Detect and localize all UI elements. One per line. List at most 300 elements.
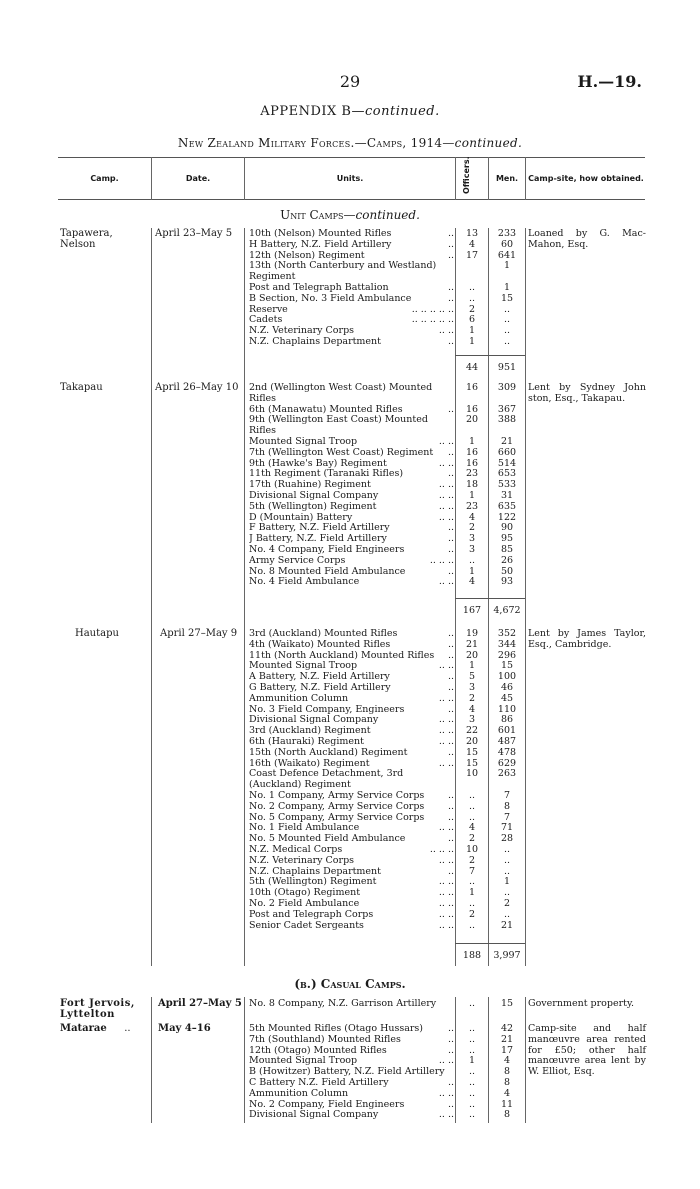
officers-tapawera: [456, 229, 488, 348]
unit-name: No. 2 Company, Army Service Corps: [249, 801, 425, 812]
unit-name: No. 1 Field Ambulance: [249, 823, 360, 834]
camp-name-text: Matarae: [60, 1023, 107, 1034]
men-value: 8: [503, 1076, 511, 1088]
unit-name: H Battery, N.Z. Field Artillery: [249, 239, 392, 250]
unit-row: [249, 813, 454, 824]
officers-value: 1: [468, 325, 476, 337]
officers-value: 3: [468, 533, 476, 545]
leader-dots: ..: [447, 293, 454, 304]
unit-name: 6th (Manawatu) Mounted Rifles: [249, 404, 403, 415]
unit-camps-main: Unit Camps: [280, 208, 344, 222]
unit-name: Divisional Signal Company: [249, 715, 379, 726]
unit-row: [249, 1100, 454, 1111]
unit-row: [249, 556, 454, 567]
leader-dots: ..: [447, 566, 454, 577]
unit-row: [249, 640, 454, 651]
unit-row: [249, 737, 454, 748]
officers-value: 20: [465, 735, 479, 747]
men-value: 660: [497, 446, 517, 458]
unit-name: 3rd (Auckland) Regiment: [249, 726, 371, 737]
officers-value: ..: [468, 281, 476, 293]
takapau-total-rule: [455, 598, 525, 599]
unit-row: [249, 1110, 454, 1121]
unit-name: F Battery, N.Z. Field Artillery: [249, 523, 390, 534]
officers-value: ..: [468, 554, 476, 566]
unit-name: 5th Mounted Rifles (Otago Hussars): [249, 1024, 424, 1034]
leader-dots: ..: [447, 523, 454, 534]
units-matarae: [249, 1024, 454, 1121]
officers-value: 1: [468, 660, 476, 672]
unit-row: [249, 523, 454, 534]
unit-name: 4th (Waikato) Mounted Rifles: [249, 639, 391, 650]
table-title: [0, 136, 700, 150]
units-takapau: [249, 383, 454, 588]
men-value: 85: [500, 543, 514, 555]
officers-value: 15: [465, 757, 479, 769]
leader-dots: ..: [447, 1045, 454, 1056]
header-top-rule: [58, 157, 645, 158]
unit-row: [249, 651, 454, 662]
tapawera-total-rule: [455, 355, 525, 356]
col-rule-men: [488, 157, 489, 200]
unit-row: [249, 1035, 454, 1046]
officers-value: 4: [468, 238, 476, 250]
men-value: 26: [500, 554, 514, 566]
officers-value: 15: [465, 746, 479, 758]
unit-row: [249, 1078, 454, 1089]
men-value: 28: [500, 833, 514, 845]
camp-date-fort-jervois: April 27–May 5: [158, 998, 242, 1009]
officers-value: 3: [468, 543, 476, 555]
unit-row: [249, 1089, 454, 1100]
unit-row: [249, 877, 454, 888]
unit-row: [249, 437, 454, 448]
unit-name: Cadets: [249, 315, 283, 326]
officers-value: ..: [468, 1087, 476, 1099]
column-header-site: Camp-site, how obtained.: [528, 174, 644, 183]
column-header-camp: Camp.: [90, 174, 119, 183]
men-value: 50: [500, 565, 514, 577]
leader-dots: .. ..: [438, 490, 454, 501]
officers-value: 2: [468, 833, 476, 845]
men-value: 60: [500, 238, 514, 250]
men-matarae: [489, 1024, 525, 1121]
unit-row: [249, 545, 454, 556]
leader-dots: .. ..: [438, 758, 454, 769]
leader-dots: .. ..: [438, 1056, 454, 1067]
unit-name: Senior Cadet Sergeants: [249, 920, 364, 931]
officers-value: 17: [465, 249, 479, 261]
total-men-takapau: 4,672: [493, 605, 521, 616]
total-officers-tapawera: 44: [465, 362, 479, 373]
unit-row: [249, 791, 454, 802]
camp-date-matarae: May 4–16: [158, 1023, 211, 1034]
officers-value: ..: [468, 919, 476, 931]
unit-row: [249, 629, 454, 640]
leader-dots: ..: [447, 239, 454, 250]
body-rule-date: [151, 228, 152, 966]
casual-rule-site: [525, 997, 526, 1123]
officers-value: 23: [465, 500, 479, 512]
unit-name: G Battery, N.Z. Field Artillery: [249, 682, 391, 693]
unit-name: 10th (Otago) Regiment: [249, 888, 361, 899]
men-value: 7: [503, 811, 511, 823]
unit-row: [249, 240, 454, 251]
unit-name: Divisional Signal Company: [249, 490, 379, 501]
leader-dots: .. ..: [438, 898, 454, 909]
unit-row: [249, 845, 454, 856]
leader-dots: .. ..: [438, 920, 454, 931]
unit-name: C Battery N.Z. Field Artillery: [249, 1077, 389, 1088]
unit-row: [249, 1024, 454, 1035]
unit-camps-continued: —continued.: [343, 208, 420, 222]
men-value: 1: [503, 281, 511, 293]
unit-name: No. 4 Company, Field Engineers: [249, 544, 405, 555]
unit-row: [249, 337, 454, 348]
men-value: 42: [500, 1023, 514, 1034]
officers-value: 10: [465, 843, 479, 855]
appendix-heading: [0, 104, 700, 119]
officers-value: ..: [468, 292, 476, 304]
unit-name: Mounted Signal Troop: [249, 661, 358, 672]
men-value: ..: [503, 325, 511, 337]
leader-dots: ..: [447, 1099, 454, 1110]
camp-name-takapau: Takapau: [60, 382, 103, 393]
leader-dots: .. ..: [438, 736, 454, 747]
unit-name: Reserve: [249, 304, 288, 315]
leader-dots: ..: [447, 834, 454, 845]
unit-name: 16th (Waikato) Regiment: [249, 758, 370, 769]
unit-row: [249, 834, 454, 845]
men-value: 2: [503, 897, 511, 909]
unit-row: [249, 1056, 454, 1067]
unit-row: [249, 759, 454, 770]
unit-camps-heading: [245, 208, 455, 222]
officers-value: ..: [468, 1066, 476, 1078]
men-value: 45: [500, 692, 514, 704]
men-value: ..: [503, 303, 511, 315]
officers-value: ..: [468, 998, 476, 1009]
unit-name: 5th (Wellington) Regiment: [249, 501, 377, 512]
men-value: ..: [503, 843, 511, 855]
officers-value: 4: [468, 822, 476, 834]
officers-value: 2: [468, 522, 476, 534]
leader-dots: ..: [447, 250, 454, 261]
camp-date-takapau: April 26–May 10: [155, 382, 239, 393]
page-number: 29: [339, 72, 361, 91]
men-value: ..: [503, 314, 511, 326]
unit-name: A Battery, N.Z. Field Artillery: [249, 672, 390, 683]
men-value: 1: [503, 260, 511, 272]
unit-name: 5th (Wellington) Regiment: [249, 877, 377, 888]
unit-name: Post and Telegraph Battalion: [249, 282, 389, 293]
men-hautapu: [489, 629, 525, 931]
unit-row: [249, 694, 454, 705]
leader-dots: ..: [447, 790, 454, 801]
men-value: 21: [500, 435, 514, 447]
officers-value: 4: [468, 576, 476, 588]
officers-value: 1: [468, 435, 476, 447]
table-title-continued: —continued.: [442, 136, 523, 150]
unit-row: [249, 534, 454, 545]
officers-value: 16: [465, 457, 479, 469]
unit-name: 15th (North Auckland) Regiment: [249, 747, 408, 758]
unit-name: 12th (Otago) Mounted Rifles: [249, 1045, 387, 1056]
officers-takapau: [456, 383, 488, 588]
unit-name: Ammunition Column: [249, 693, 349, 704]
officers-value: 7: [468, 865, 476, 877]
total-men-tapawera: 951: [497, 362, 517, 373]
leader-dots: ..: [124, 1023, 131, 1034]
officers-matarae: [456, 1024, 488, 1121]
unit-name: Divisional Signal Company: [249, 1110, 379, 1121]
leader-dots: ..: [447, 1077, 454, 1088]
leader-dots: .. ..: [438, 823, 454, 834]
leader-dots: ..: [447, 629, 454, 639]
officers-value: 1: [468, 1055, 476, 1067]
officers-value: ..: [468, 811, 476, 823]
unit-name: No. 2 Field Ambulance: [249, 898, 360, 909]
units-fort-jervois: [249, 999, 454, 1010]
men-value: 8: [503, 1109, 511, 1121]
leader-dots: .. ..: [438, 661, 454, 672]
unit-row: [249, 567, 454, 578]
officers-value: 23: [465, 468, 479, 480]
men-value: ..: [503, 887, 511, 899]
officers-value: [456, 261, 488, 272]
men-value: ..: [503, 865, 511, 877]
unit-name: 9th (Hawke's Bay) Regiment: [249, 458, 387, 469]
men-value: 388: [497, 414, 517, 426]
officers-value: ..: [468, 1033, 476, 1045]
unit-name: N.Z. Veterinary Corps: [249, 855, 355, 866]
officers-value: ..: [468, 876, 476, 888]
officers-value: 5: [468, 671, 476, 683]
leader-dots: ..: [447, 1034, 454, 1045]
men-value: 233: [497, 228, 517, 239]
column-header-date: Date.: [185, 174, 211, 183]
unit-name: 17th (Ruahine) Regiment: [249, 480, 371, 491]
hautapu-total-rule: [455, 943, 525, 944]
unit-name: 11th (North Auckland) Mounted Rifles: [249, 650, 435, 661]
unit-row: [249, 513, 454, 524]
leader-dots: .. ..: [438, 512, 454, 523]
leader-dots: ..: [447, 704, 454, 715]
unit-row: [249, 469, 454, 480]
unit-row: [249, 251, 454, 262]
officers-value: 2: [468, 908, 476, 920]
unit-row: [249, 910, 454, 921]
men-value: 309: [497, 382, 517, 393]
unit-name: Mounted Signal Troop: [249, 436, 358, 447]
unit-name: J Battery, N.Z. Field Artillery: [249, 534, 387, 545]
officers-value: ..: [468, 897, 476, 909]
men-value: 110: [497, 703, 517, 715]
unit-name: 2nd (Wellington West Coast) Mounted Rifles: [249, 383, 433, 404]
men-value: 8: [503, 1066, 511, 1078]
leader-dots: ..: [447, 1024, 454, 1034]
camp-name-matarae: [60, 1024, 150, 1035]
unit-row: [249, 315, 454, 326]
leader-dots: ..: [447, 534, 454, 545]
unit-name: D (Mountain) Battery: [249, 512, 353, 523]
unit-row: [249, 683, 454, 694]
officers-value: 2: [468, 303, 476, 315]
leader-dots: .. .. ..: [429, 555, 454, 566]
spacer: [489, 394, 525, 405]
unit-row: [249, 672, 454, 683]
unit-row: [249, 802, 454, 813]
unit-name: 11th Regiment (Taranaki Rifles): [249, 469, 404, 480]
men-value: 487: [497, 735, 517, 747]
leader-dots: .. ..: [438, 888, 454, 899]
men-value: 100: [497, 671, 517, 683]
total-men-hautapu: 3,997: [493, 950, 521, 961]
column-header-officers: Officers.: [462, 156, 471, 194]
unit-name: N.Z. Medical Corps: [249, 844, 343, 855]
appendix-main: APPENDIX B: [260, 104, 352, 119]
unit-name: N.Z. Veterinary Corps: [249, 326, 355, 337]
column-header-men: Men.: [495, 174, 519, 183]
officers-fort-jervois: [456, 999, 488, 1010]
men-value: 7: [503, 789, 511, 801]
leader-dots: ..: [447, 747, 454, 758]
unit-row: [249, 748, 454, 759]
men-value: ..: [503, 854, 511, 866]
camp-date-hautapu: April 27–May 9: [160, 628, 238, 639]
officers-value: 16: [465, 382, 479, 393]
unit-row: [249, 502, 454, 513]
leader-dots: .. ..: [438, 458, 454, 469]
officers-value: ..: [468, 1076, 476, 1088]
unit-name: No. 4 Field Ambulance: [249, 577, 360, 588]
officers-value: ..: [468, 800, 476, 812]
unit-row: [249, 283, 454, 294]
officers-value: 22: [465, 725, 479, 737]
men-value: 296: [497, 649, 517, 661]
men-value: 90: [500, 522, 514, 534]
units-hautapu: [249, 629, 454, 931]
unit-name: 7th (Wellington West Coast) Regiment: [249, 447, 434, 458]
men-value: 93: [500, 576, 514, 588]
leader-dots: ..: [447, 336, 454, 347]
men-value: 4: [503, 1087, 511, 1099]
officers-hautapu: [456, 629, 488, 931]
men-value: 352: [497, 628, 517, 639]
men-value: 8: [503, 800, 511, 812]
unit-row: [249, 480, 454, 491]
column-header-units: Units.: [336, 174, 364, 183]
camp-site-takapau: Lent by Sydney John ston, Esq., Takapau.: [528, 382, 646, 404]
unit-name: Mounted Signal Troop: [249, 1056, 358, 1067]
leader-dots: .. ..: [438, 1110, 454, 1121]
leader-dots: .. .. .. .. ..: [411, 304, 454, 315]
camp-site-matarae: Camp-site and half manœuvre area rented for £50; other half manœuvre area lent by W. Elliot, Esq.: [528, 1023, 646, 1078]
men-value: 21: [500, 919, 514, 931]
header-bottom-rule: [58, 199, 645, 200]
camp-name-fort-jervois: Fort Jervois, Lyttelton: [60, 998, 135, 1020]
officers-value: 18: [465, 479, 479, 491]
unit-name: 9th (Wellington East Coast) Mounted Rifles: [249, 415, 428, 437]
unit-name: Post and Telegraph Corps: [249, 909, 374, 920]
leader-dots: .. ..: [438, 326, 454, 337]
officers-value: 6: [468, 314, 476, 326]
unit-name: No. 1 Company, Army Service Corps: [249, 790, 425, 801]
unit-row: [249, 305, 454, 316]
camp-date-tapawera: April 23–May 5: [155, 228, 233, 239]
unit-row: [249, 294, 454, 305]
officers-value: ..: [468, 1109, 476, 1121]
leader-dots: .. .. .. .. ..: [411, 315, 454, 326]
leader-dots: .. ..: [438, 436, 454, 447]
unit-name: No. 5 Company, Army Service Corps: [249, 812, 425, 823]
leader-dots: ..: [447, 229, 454, 239]
men-value: 635: [497, 500, 517, 512]
officers-value: 20: [465, 649, 479, 661]
unit-name: Ammunition Column: [249, 1088, 349, 1099]
officers-value: 3: [468, 681, 476, 693]
unit-row: [249, 229, 454, 240]
leader-dots: .. ..: [438, 480, 454, 491]
men-takapau: [489, 383, 525, 588]
men-value: 653: [497, 468, 517, 480]
document-reference: H.—19.: [577, 72, 642, 91]
men-value: 46: [500, 681, 514, 693]
men-value: 11: [500, 1098, 514, 1110]
total-officers-hautapu: 188: [462, 950, 482, 961]
unit-name: 6th (Hauraki) Regiment: [249, 736, 364, 747]
officers-value: 1: [468, 887, 476, 899]
col-rule-units: [244, 157, 245, 200]
unit-row: [249, 705, 454, 716]
unit-row: [249, 856, 454, 867]
men-value: 31: [500, 489, 514, 501]
leader-dots: .. .. ..: [429, 844, 454, 855]
men-value: 17: [500, 1044, 514, 1056]
col-rule-officers: [455, 157, 456, 200]
unit-name: B (Howitzer) Battery, N.Z. Field Artillery: [249, 1067, 445, 1078]
unit-name: 13th (North Canterbury and Westland) Regiment: [249, 261, 437, 283]
officers-value: ..: [468, 789, 476, 801]
leader-dots: .. ..: [438, 577, 454, 588]
leader-dots: .. ..: [438, 501, 454, 512]
unit-row: [249, 823, 454, 834]
men-value: 263: [497, 768, 517, 780]
casual-camps-heading: (b.) Casual Camps.: [294, 977, 406, 991]
col-rule-site: [525, 157, 526, 200]
unit-row: [249, 867, 454, 878]
leader-dots: ..: [447, 639, 454, 650]
casual-rule-date: [151, 997, 152, 1123]
unit-row: [249, 415, 454, 437]
officers-value: 1: [468, 565, 476, 577]
men-value: 344: [497, 638, 517, 650]
leader-dots: ..: [447, 801, 454, 812]
unit-name: No. 8 Company, N.Z. Garrison Artillery: [249, 999, 437, 1009]
officers-value: 21: [465, 638, 479, 650]
spacer: [456, 394, 488, 405]
unit-row: [249, 899, 454, 910]
unit-row: [249, 999, 454, 1010]
camp-site-hautapu: Lent by James Taylor, Esq., Cambridge.: [528, 628, 646, 650]
men-fort-jervois: [489, 999, 525, 1010]
officers-value: 13: [465, 228, 479, 239]
body-rule-units: [244, 228, 245, 966]
unit-row: [249, 661, 454, 672]
leader-dots: .. ..: [438, 693, 454, 704]
unit-row: [249, 888, 454, 899]
leader-dots: .. ..: [438, 909, 454, 920]
